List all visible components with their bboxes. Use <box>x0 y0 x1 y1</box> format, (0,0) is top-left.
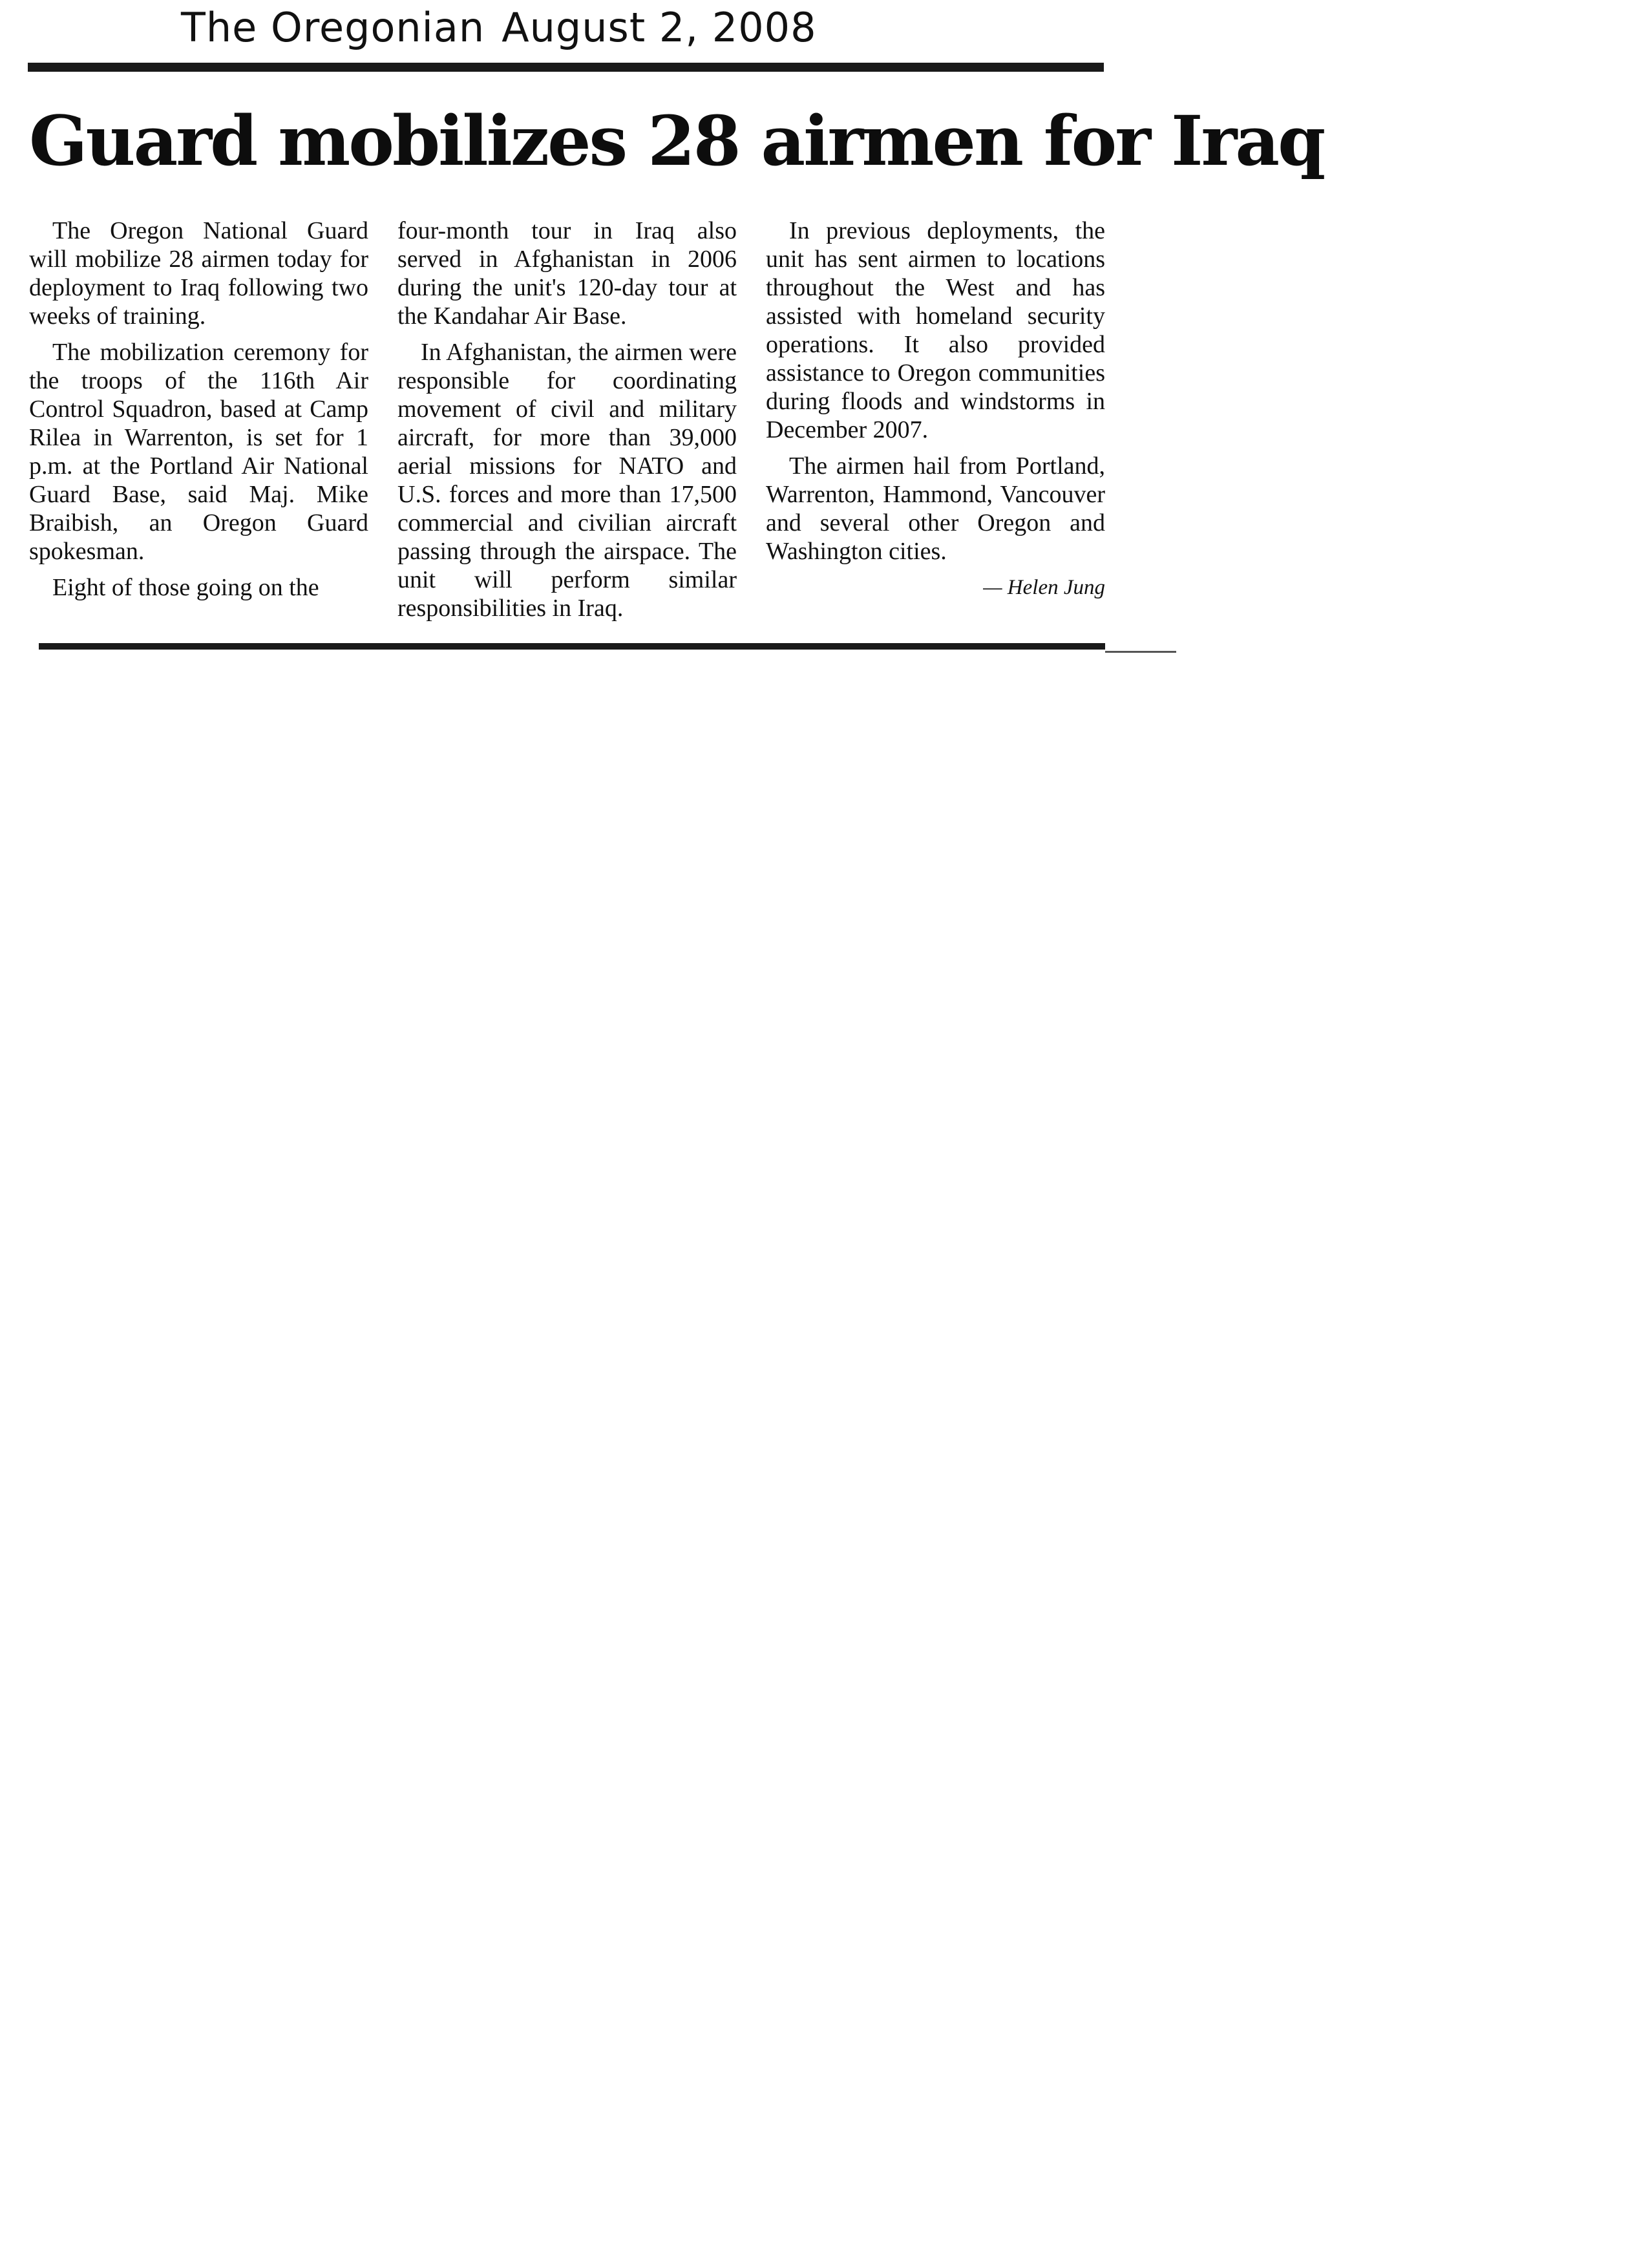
paragraph: Eight of those going on the <box>52 574 319 601</box>
top-rule <box>28 63 1104 72</box>
paragraph: The Oregon National Guard will mobilize 28 airmen today for deployment to Iraq following two weeks of training. <box>29 217 368 330</box>
paragraph: four-month tour in Iraq also served in Afghanistan in 2006 during the unit's 120-day tour at the Kandahar Air Base. <box>397 217 737 330</box>
article-column-3 <box>766 217 1105 630</box>
article-column-1 <box>29 217 368 630</box>
byline: — Helen Jung <box>983 576 1105 599</box>
article-column-2 <box>397 217 737 630</box>
bottom-rule-tail <box>1105 651 1176 653</box>
article-body <box>29 217 1105 630</box>
paragraph: In Afghanistan, the airmen were responsible for coordinating movement of civil and military aircraft, for more than 39,000 aerial missions for NATO and U.S. forces and more than 17,500 commercial and civilian aircraft passing through the airspace. The unit will perform similar responsibilities in Iraq. <box>397 339 737 622</box>
paragraph: The airmen hail from Portland, Warrenton, Hammond, Vancouver and several other Oregon and Washington cities. <box>766 452 1105 565</box>
publication-date: August 2, 2008 <box>502 4 817 51</box>
paragraph: The mobilization ceremony for the troops of the 116th Air Control Squadron, based at Camp Rilea in Warrenton, is set for 1 p.m. at the Portland Air National Guard Base, said Maj. Mike Braibish, an Oregon Guard spokesman. <box>29 339 368 565</box>
bottom-rule <box>39 643 1105 650</box>
publication-name: The Oregonian <box>181 4 485 51</box>
masthead <box>181 4 817 51</box>
paragraph: In previous deployments, the unit has sent airmen to locations throughout the West and has assisted with homeland security operations. It also provided assistance to Oregon communities during floods and windstorms in December 2007. <box>766 217 1105 443</box>
article-headline: Guard mobilizes 28 airmen for Iraq <box>29 100 1324 181</box>
